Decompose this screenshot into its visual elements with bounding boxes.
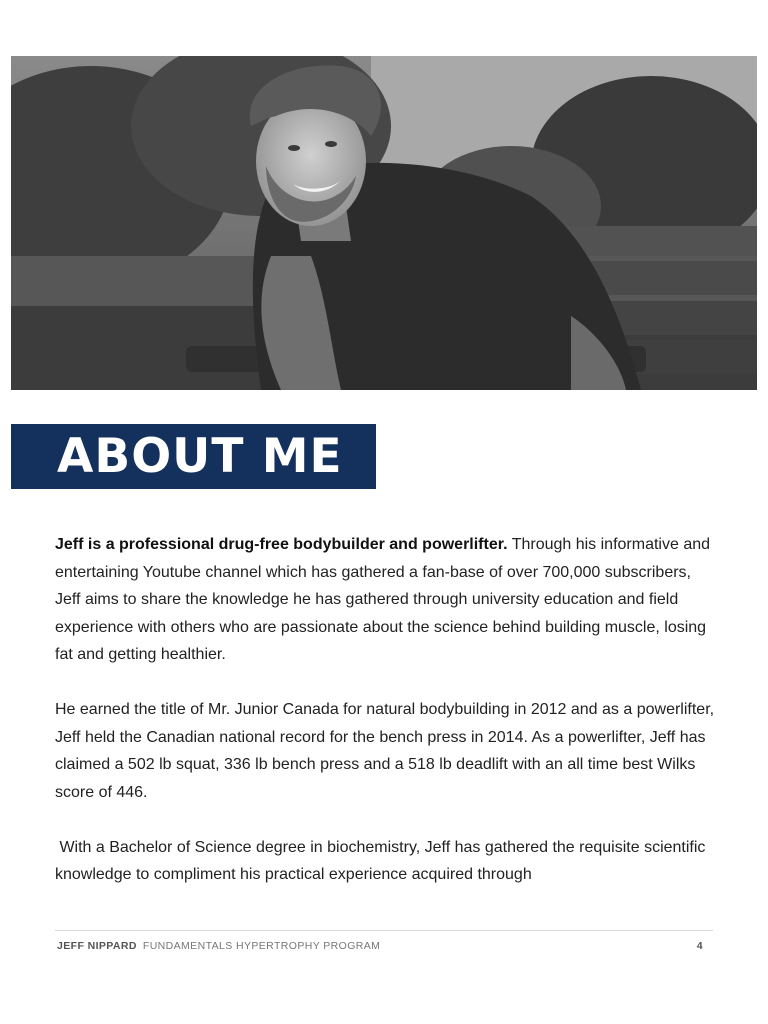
page-footer [55,930,713,952]
hero-photo [11,56,757,390]
page-number: 4 [696,940,703,952]
section-title-band [11,424,376,489]
paragraph-1-text: Through his informative and entertaining Youtube channel which has gathered a fan-base of over 700,000 subscribers, Jeff aims to share the knowledge he has gathered through university education and field experience with others who are passionate about the science behind building muscle, losing fat and getting healthier. [55,536,711,663]
hero-photo-illustration [11,56,757,390]
footer-author: JEFF NIPPARD [57,940,137,952]
paragraph-1 [55,531,719,669]
footer-program: FUNDAMENTALS HYPERTROPHY PROGRAM [142,940,381,952]
page-title: ABOUT ME [57,429,343,484]
paragraph-3: With a Bachelor of Science degree in biochemistry, Jeff has gathered the requisite scientific knowledge to compliment his practical experience acquired through [55,838,706,883]
about-text [55,531,719,916]
paragraph-2: He earned the title of Mr. Junior Canada for natural bodybuilding in 2012 and as a powerlifter, Jeff held the Canadian national record for the bench press in 2014. As a powerlifter, Jeff has claimed a 502 lb squat, 336 lb bench press and a 518 lb deadlift with an all time best Wilks score of 446. [55,701,715,801]
paragraph-1-lead: Jeff is a professional drug-free bodybuilder and powerlifter. [55,536,508,553]
